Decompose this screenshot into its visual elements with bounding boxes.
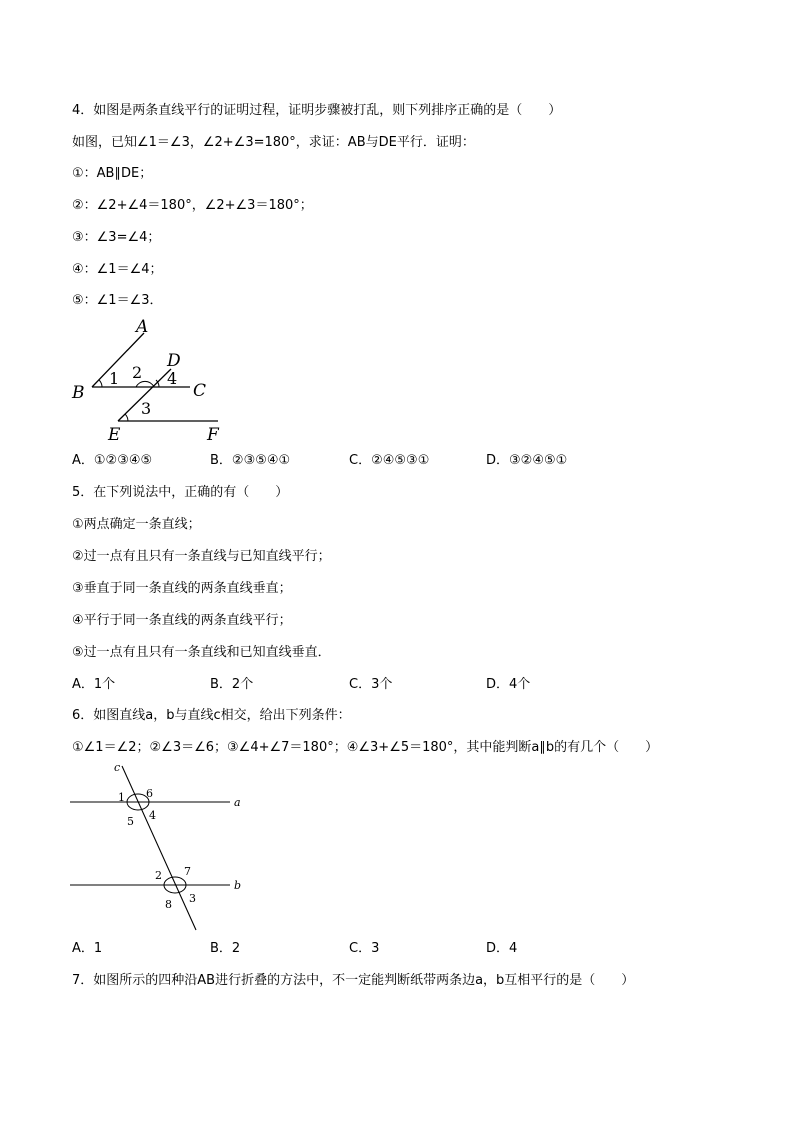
angle-4-label: 4 [149, 809, 156, 822]
label-A: A [136, 317, 149, 337]
q5-statement-4: ④平行于同一条直线的两条直线平行； [72, 613, 292, 628]
angle-5-label: 5 [127, 815, 134, 828]
q4-option-c[interactable]: C．②④⑤③① [349, 453, 430, 468]
q4-given: 如图，已知∠1＝∠3，∠2+∠3=180°，求证：AB与DE平行．证明： [72, 135, 475, 150]
q5-statement-2: ②过一点有且只有一条直线与已知直线平行； [72, 549, 331, 564]
angle-2-arc [136, 381, 154, 387]
label-C: C [193, 381, 207, 401]
q5-option-b[interactable]: B．2个 [210, 677, 254, 692]
angle-4-label: 4 [167, 369, 178, 388]
angle-6-label: 6 [146, 787, 153, 800]
angle-1-label: 1 [109, 369, 120, 388]
line-c [122, 766, 196, 930]
angle-7-label: 7 [184, 865, 191, 878]
angle-3-label: 3 [141, 399, 152, 418]
q4-step-2: ②：∠2+∠4＝180°，∠2+∠3＝180°； [72, 198, 313, 213]
angle-3-label: 3 [189, 892, 196, 905]
q6-option-c[interactable]: C．3 [349, 941, 380, 956]
q5-stem: 5．在下列说法中，正确的有（ ） [72, 485, 289, 500]
q6-figure [70, 760, 250, 935]
q4-option-d[interactable]: D．③②④⑤① [486, 453, 568, 468]
q6-option-d[interactable]: D．4 [486, 941, 518, 956]
angle-2-label: 2 [132, 363, 143, 382]
angle-3-arc [125, 414, 128, 421]
q7-stem: 7．如图所示的四种沿AB进行折叠的方法中，不一定能判断纸带两条边a，b互相平行的是（ ） [72, 973, 635, 988]
q4-option-a[interactable]: A．①②③④⑤ [72, 453, 153, 468]
q4-step-4: ④：∠1＝∠4； [72, 262, 163, 277]
q4-step-3: ③：∠3=∠4； [72, 230, 161, 245]
q4-stem: 4．如图是两条直线平行的证明过程，证明步骤被打乱，则下列排序正确的是（ ） [72, 103, 562, 118]
q6-option-a[interactable]: A．1 [72, 941, 103, 956]
label-a: a [234, 796, 241, 809]
label-B: B [72, 383, 85, 403]
label-c: c [114, 761, 121, 774]
q5-statement-1: ①两点确定一条直线； [72, 517, 201, 532]
angle-1-label: 1 [118, 791, 125, 804]
q4-option-b[interactable]: B．②③⑤④① [210, 453, 291, 468]
q4-step-5: ⑤：∠1＝∠3． [72, 293, 163, 308]
q6-option-b[interactable]: B．2 [210, 941, 241, 956]
label-D: D [167, 351, 181, 371]
q4-step-1: ①：AB∥DE； [72, 166, 153, 181]
q6-stem: 6．如图直线a，b与直线c相交，给出下列条件： [72, 708, 351, 723]
q6-conditions: ①∠1＝∠2；②∠3＝∠6；③∠4+∠7＝180°；④∠3+∠5＝180°，其中能判断a∥b的有几个（ ） [72, 740, 659, 755]
angle-2-label: 2 [155, 869, 162, 882]
q5-option-c[interactable]: C．3个 [349, 677, 393, 692]
q5-option-a[interactable]: A．1个 [72, 677, 116, 692]
q5-option-d[interactable]: D．4个 [486, 677, 531, 692]
angle-8-label: 8 [165, 898, 172, 911]
angle-1-arc [99, 380, 102, 387]
q5-statement-3: ③垂直于同一条直线的两条直线垂直； [72, 581, 292, 596]
q4-figure [66, 316, 236, 448]
label-F: F [207, 425, 219, 445]
label-b: b [234, 879, 242, 892]
label-E: E [108, 425, 121, 445]
q5-statement-5: ⑤过一点有且只有一条直线和已知直线垂直． [72, 645, 331, 660]
